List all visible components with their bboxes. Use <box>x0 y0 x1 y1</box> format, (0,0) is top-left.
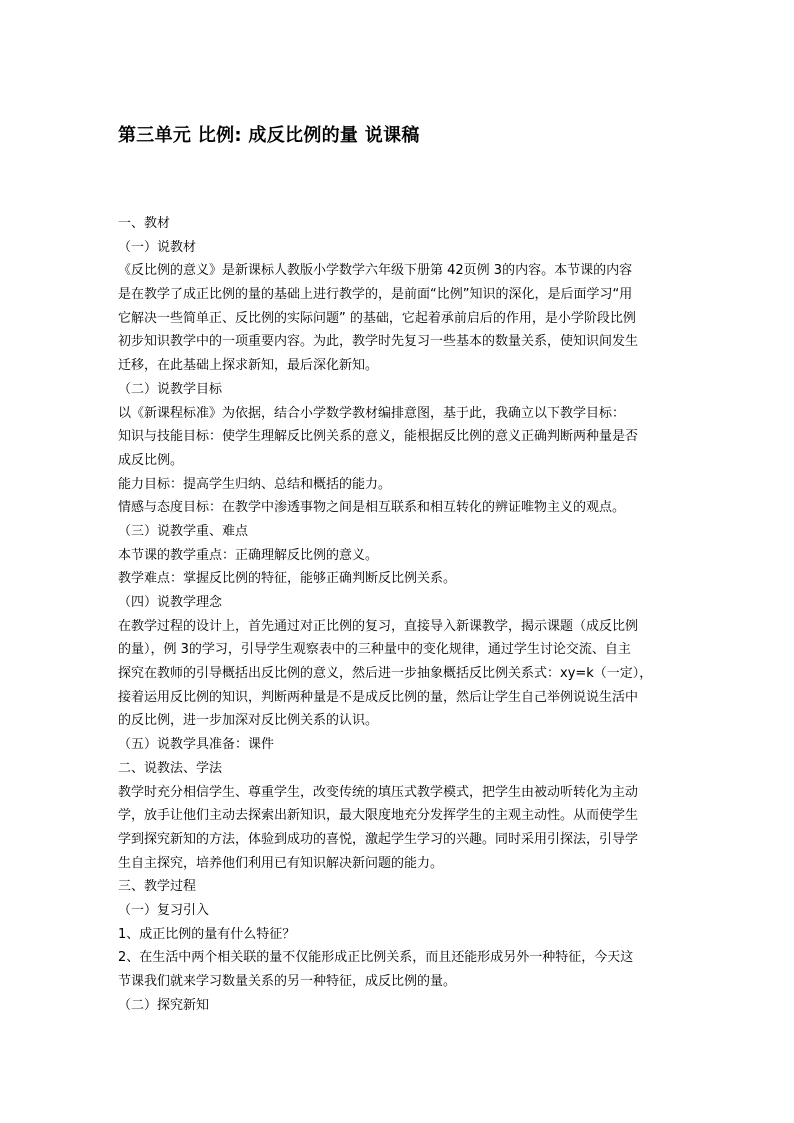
body-line: 它解决一些简单正、反比例的实际问题” 的基础，它起着承前启后的作用，是小学阶段比例 <box>118 310 636 326</box>
body-line: （四）说教学理念 <box>118 595 223 610</box>
body-line: 《反比例的意义》是新课标人教版小学数学六年级下册第 42页例 3的内容。本节课的内容 <box>118 263 633 279</box>
body-line: （五）说教学具准备：课件 <box>118 737 275 753</box>
body-line: 能力目标：提高学生归纳、总结和概括的能力。 <box>118 476 392 492</box>
body-line: 迁移，在此基础上探求新知，最后深化新知。 <box>118 358 379 374</box>
body-line: 一、教材 <box>118 216 171 231</box>
body-line: 生自主探究，培养他们利用已有知识解决新问题的能力。 <box>118 855 444 871</box>
body-line: 教学难点：掌握反比例的特征，能够正确判断反比例关系。 <box>118 571 457 587</box>
body-line: 成反比例。 <box>118 452 184 468</box>
body-line: （一）说教材 <box>118 239 197 255</box>
body-line: 教学时充分相信学生、尊重学生，改变传统的填压式教学模式，把学生由被动听转化为主动 <box>118 784 639 800</box>
body-line: （一）复习引入 <box>118 902 210 918</box>
body-line: 以《新课程标准》为依据，结合小学数学教材编排意图，基于此，我确立以下教学目标： <box>118 405 626 421</box>
body-line: 知识与技能目标：使学生理解反比例关系的意义，能根据反比例的意义正确判断两种量是否 <box>118 429 639 445</box>
body-line: 三、教学过程 <box>118 879 197 895</box>
body-line: 探究在教师的引导概括出反比例的意义，然后进一步抽象概括反比例关系式：xy=k（一定）， <box>118 666 653 682</box>
body-line: 二、说教法、学法 <box>118 760 223 776</box>
body-line: 2、在生活中两个相关联的量不仅能形成正比例关系，而且还能形成另外一种特征，今天这 <box>118 950 634 966</box>
document-title: 第三单元 比例: 成反比例的量 说课稿 <box>118 125 420 146</box>
body-line: 情感与态度目标：在教学中渗透事物之间是相互联系和相互转化的辨证唯物主义的观点。 <box>118 500 626 516</box>
body-line: 在教学过程的设计上，首先通过对正比例的复习，直接导入新课教学，揭示课题（成反比例 <box>118 618 639 634</box>
body-line: 的量），例 3的学习，引导学生观察表中的三种量中的变化规律，通过学生讨论交流、自主 <box>118 642 631 658</box>
body-line: 接着运用反比例的知识，判断两种量是不是成反比例的量，然后让学生自己举例说说生活中 <box>118 689 639 705</box>
body-line: （二）探究新知 <box>118 997 210 1013</box>
body-line: 学，放手让他们主动去探索出新知识，最大限度地充分发挥学生的主观主动性。从而使学生 <box>118 808 639 824</box>
body-line: （二）说教学目标 <box>118 381 223 397</box>
body-line: 初步知识教学中的一项重要内容。为此，教学时先复习一些基本的数量关系，使知识间发生 <box>118 334 639 350</box>
body-line: 节课我们就来学习数量关系的另一种特征，成反比例的量。 <box>118 974 457 989</box>
body-line: 是在教学了成正比例的量的基础上进行教学的，是前面“比例”知识的深化，是后面学习“用 <box>118 287 633 303</box>
body-line: 1、成正比例的量有什么特征？ <box>118 926 296 942</box>
document-body <box>118 212 684 1017</box>
body-line: 学到探究新知的方法，体验到成功的喜悦，激起学生学习的兴趣。同时采用引探法，引导学 <box>118 831 639 847</box>
body-line: 本节课的教学重点：正确理解反比例的意义。 <box>118 547 379 563</box>
body-line: 的反比例，进一步加深对反比例关系的认识。 <box>118 713 379 729</box>
body-line: （三）说教学重、难点 <box>118 523 249 539</box>
